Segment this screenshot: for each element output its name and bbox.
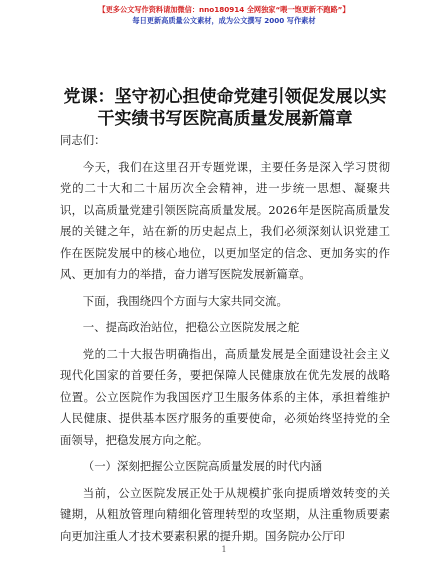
body-paragraph: 党的二十大报告明确指出，高质量发展是全面建设社会主义现代化国家的首要任务，要把保障人民健康放在优先发展的战略位置。公立医院作为我国医疗卫生服务体系的主体，承担着维护人民健康、提供基本医疗服务的重要使命，必须始终坚持党的全面领导，把稳发展方向之舵。: [60, 346, 390, 447]
promo-banner-line-1: 【更多公文写作资料请加微信：nno180914 全网独家“喂一饱更新不跑路”】: [98, 5, 350, 14]
document-title: 党课：坚守初心担使命党建引领促发展以实干实绩书写医院高质量发展新篇章: [63, 87, 387, 129]
subsection-heading: （一）深刻把握公立医院高质量发展的时代内涵: [82, 459, 323, 473]
body-paragraph: 今天，我们在这里召开专题党课，主要任务是深入学习贯彻党的二十大和二十届历次全会精神，进一步统一思想、凝聚共识，以高质量党建引领医院高质量发展。2026年是医院高质量发展的关键之年，站在新的历史起点上，我们必须深刻认识党建工作在医院发展中的核心地位，以更加坚定的信念、更加务实的作风、更加有力的举措，奋力谱写医院发展新篇章。: [60, 159, 390, 281]
salutation: 同志们：: [60, 133, 106, 147]
body-paragraph: 当前，公立医院发展正处于从规模扩张向提质增效转变的关键期，从粗放管理向精细化管理转型的攻坚期，从注重物质要素向更加注重人才技术要素积累的提升期。国务院办公厅印: [60, 485, 390, 543]
section-heading: 一、提高政治站位，把稳公立医院发展之舵: [82, 320, 300, 334]
body-paragraph: 下面，我围绕四个方面与大家共同交流。: [82, 293, 288, 308]
promo-banner-line-2: 每日更新高质量公文素材，成为公文撰写 2000 写作素材: [132, 16, 316, 25]
document-body: [60, 130, 390, 547]
page-number: 1: [221, 545, 227, 554]
promo-banner: [0, 4, 448, 26]
